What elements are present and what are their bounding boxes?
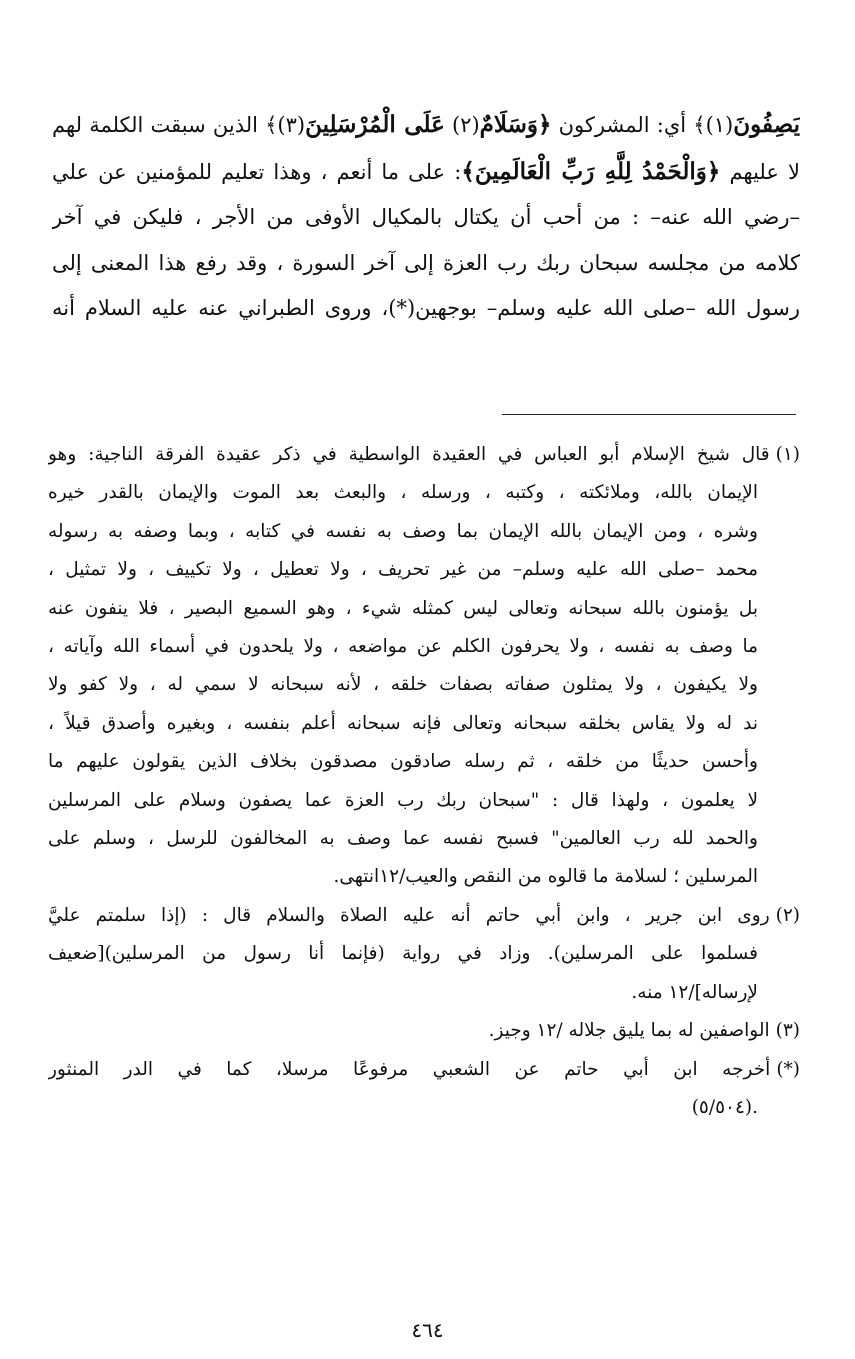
commentary-text: كلامه من مجلسه سبحان ربك رب العزة إلى آخر السورة ، وقد رفع هذا المعنى إلى (52, 250, 800, 275)
commentary-text: ﴾ أي: المشركون (551, 113, 706, 137)
quran-verse-text: ﴿وَالْحَمْدُ لِلَّهِ رَبِّ الْعَالَمِينَ﴾ (461, 157, 721, 185)
footnote-text: والحمد لله رب العالمين" فسبح نفسه عما وصف به المخالفون للرسل ، وسلم على (48, 828, 758, 850)
footnote-text: وشره ، ومن الإيمان بالله الإيمان بما وصف به نفسه في كتابه ، وبما وصفه به رسوله (48, 520, 758, 542)
commentary-text: لا عليهم (720, 159, 800, 184)
commentary-text: : على ما أنعم ، وهذا تعليم للمؤمنين عن علي (52, 159, 462, 184)
footnote-text: محمد –صلى الله عليه وسلم– من غير تحريف ، ولا تعطيل ، ولا تكييف ، ولا تمثيل ، (48, 559, 758, 581)
footnote-line (48, 628, 800, 666)
footnote-line (48, 782, 800, 820)
footnote-text: .(٥/٥٠٤) (691, 1096, 758, 1118)
main-line (52, 149, 800, 196)
footnote-1 (48, 436, 800, 897)
main-line (52, 195, 800, 241)
footnote-line (48, 820, 800, 858)
footnote-text: لإرساله]/١٢ منه. (631, 981, 758, 1003)
footnote-text: ند له ولا يقاس بخلقه سبحانه وتعالى فإنه سبحانه أعلم بنفسه ، وبغيره وأصدق قيلاً ، (48, 712, 758, 734)
quran-verse-text: ﴿وَسَلَامٌ (479, 111, 552, 138)
footnote-text: ولا يكيفون ، ولا يمثلون صفاته بصفات خلقه ، لأنه سبحانه لا سمي له ، ولا كفو ولا (48, 674, 758, 696)
footnote-line (48, 590, 800, 628)
footnote-text: الإيمان بالله، وملائكته ، وكتبه ، ورسله ، والبعث بعد الموت والإيمان بالقدر خيره (48, 482, 758, 504)
footnote-2 (48, 897, 800, 1012)
commentary-text: –رضي الله عنه– : من أحب أن يكتال بالمكيال الأوفى من الأجر ، فليكن في آخر (52, 205, 800, 230)
footnote-text: فسلموا على المرسلين). وزاد في رواية (فإنما أنا رسول من المرسلين)[ضعيف (48, 943, 758, 965)
footnote-text: وأحسن حديثًا من خلقه ، ثم رسله صادقون مصدقون بخلاف الذين يقولون عليهم ما (48, 751, 758, 773)
footnote-line (48, 935, 800, 973)
commentary-text: (٢) (444, 113, 480, 137)
footnote-line (48, 743, 800, 781)
footnote-marker: (٢) (775, 904, 800, 926)
footnote-3 (48, 1012, 800, 1050)
footnote-line (48, 551, 800, 589)
page-number: ٤٦٤ (411, 1318, 444, 1342)
main-line (52, 102, 800, 149)
commentary-text: (١) (705, 113, 734, 137)
footnote-line (48, 436, 800, 474)
footnote-text: لا يعلمون ، ولهذا قال : "سبحان ربك رب العزة عما يصفون وسلام على المرسلين (48, 789, 758, 811)
footnote-separator (502, 414, 796, 415)
footnote-line (48, 666, 800, 704)
quran-verse-text: عَلَى الْمُرْسَلِينَ (305, 111, 445, 138)
footnote-line (48, 1089, 800, 1127)
footnote-line (48, 474, 800, 512)
footnote-star (48, 1051, 800, 1128)
footnote-marker: (*) (776, 1058, 800, 1080)
footnote-marker: (٣) (775, 1020, 800, 1042)
main-line (52, 241, 800, 287)
footnotes (48, 436, 800, 1127)
footnote-line (48, 974, 800, 1012)
quran-verse-text: يَصِفُونَ (733, 111, 800, 138)
main-text (52, 102, 800, 332)
footnote-line (48, 1051, 800, 1089)
footnote-line (48, 513, 800, 551)
footnote-line (48, 858, 800, 896)
footnote-marker: (١) (775, 444, 800, 465)
footnote-text: قال شيخ الإسلام أبو العباس في العقيدة الواسطية في ذكر عقيدة الفرقة الناجية: وهو (48, 444, 770, 465)
footnote-text: أخرجه ابن أبي حاتم عن الشعبي مرفوعًا مرسلا، كما في الدر المنثور (48, 1058, 771, 1080)
footnote-text: ما وصف به نفسه ، ولا يحرفون الكلم عن مواضعه ، ولا يلحدون في أسماء الله وآياته ، (48, 636, 758, 658)
commentary-text: رسول الله –صلى الله عليه وسلم– بوجهين(*)، وروى الطبراني عنه عليه السلام أنه (52, 296, 800, 321)
main-line (52, 286, 800, 332)
footnote-text: بل يؤمنون بالله سبحانه وتعالى ليس كمثله شيء ، وهو السميع البصير ، فلا ينفون عنه (48, 597, 758, 619)
footnote-text: الواصفين له بما يليق جلاله /١٢ وجيز. (488, 1020, 770, 1042)
footnote-line (48, 1012, 800, 1050)
commentary-text: (٣)﴾ الذين سبقت الكلمة لهم (52, 113, 306, 137)
footnote-text: روى ابن جرير ، وابن أبي حاتم أنه عليه الصلاة والسلام قال : (إذا سلمتم عليَّ (48, 904, 770, 926)
footnote-text: المرسلين ؛ لسلامة ما قالوه من النقص والعيب/١٢انتهى. (333, 866, 758, 888)
footnote-line (48, 897, 800, 935)
footnote-line (48, 705, 800, 743)
